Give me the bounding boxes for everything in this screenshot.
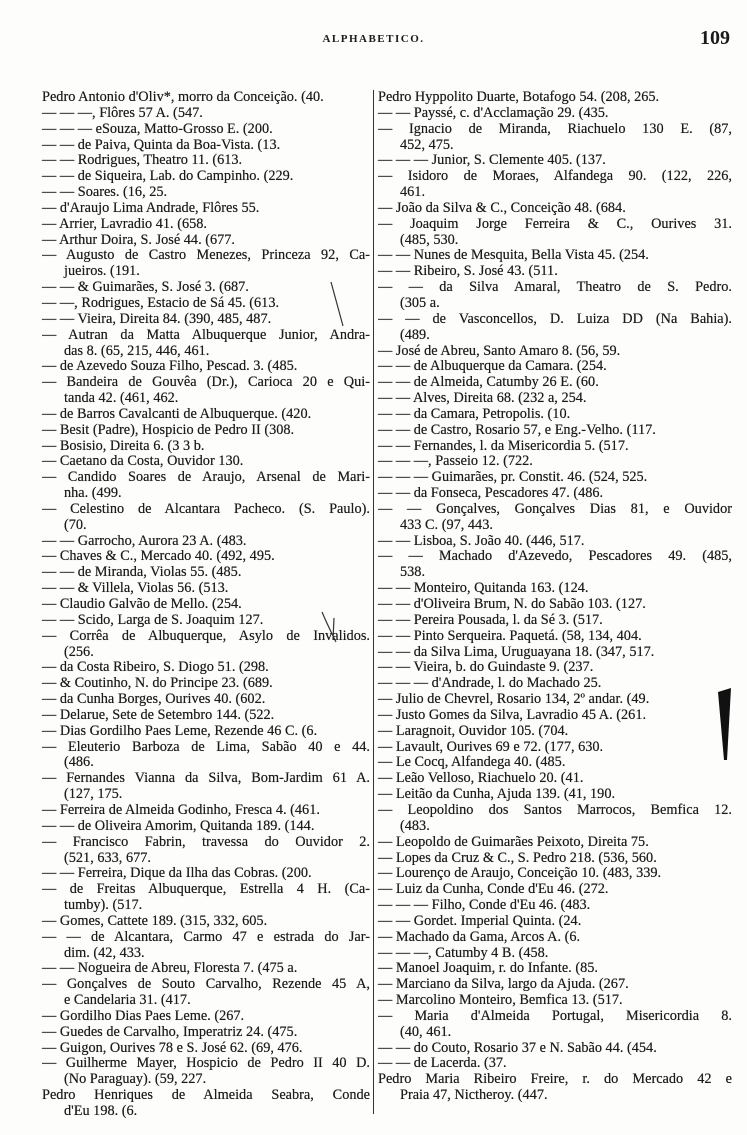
entry-continuation-line: 538. [400, 564, 426, 581]
entry-continuation-line: das 8. (65, 215, 446, 461. [64, 342, 210, 359]
directory-entry [42, 375, 370, 407]
entry-line: — Bosisio, Direita 6. (3 3 b. [42, 437, 205, 454]
entry-line: — Lopes da Cruz & C., S. Pedro 218. (536, 560. [378, 849, 657, 866]
directory-entry [42, 692, 370, 708]
entry-line: — Guilherme Mayer, Hospicio de Pedro II 40 D. [42, 1056, 370, 1072]
directory-entry [378, 502, 732, 534]
entry-line: — Laragnoit, Ouvidor 105. (704. [378, 722, 569, 739]
entry-line: — d'Araujo Lima Andrade, Flôres 55. [42, 199, 260, 216]
entry-line: — Leitão da Cunha, Ajuda 139. (41, 190. [378, 786, 616, 803]
entry-line: — — Pinto Serqueira. Paquetá. (58, 134, 404. [378, 627, 642, 644]
directory-entry [42, 629, 370, 661]
entry-line: — — de Albuquerque da Camara. (254. [378, 358, 607, 375]
entry-line: — Guigon, Ourives 78 e S. José 62. (69, 476. [42, 1039, 303, 1056]
entry-line: — da Cunha Borges, Ourives 40. (602. [42, 691, 266, 708]
directory-entry [42, 914, 370, 930]
directory-entry [42, 296, 370, 312]
entry-line: — Gomes, Cattete 189. (315, 332, 605. [42, 912, 268, 929]
directory-entry [42, 676, 370, 692]
directory-entry [42, 660, 370, 676]
directory-entry [378, 835, 732, 851]
directory-entry [42, 280, 370, 296]
entry-continuation-line: tanda 42. (461, 462. [64, 390, 179, 407]
directory-entry [42, 740, 370, 772]
entry-line: — — Lisboa, S. João 40. (446, 517. [378, 532, 585, 549]
directory-entry [378, 344, 732, 360]
directory-entry [378, 1009, 732, 1041]
entry-line: — Arthur Doira, S. José 44. (677. [42, 231, 235, 248]
entry-line: — Guedes de Carvalho, Imperatriz 24. (475. [42, 1023, 298, 1040]
directory-entry [378, 90, 732, 106]
entry-continuation-line: (256. [64, 643, 94, 660]
entry-line: — — de Almeida, Catumby 26 E. (60. [378, 374, 599, 391]
entry-line: — Manoel Joaquim, r. do Infante. (85. [378, 960, 598, 977]
entry-line: — — —, Flôres 57 A. (547. [42, 104, 203, 121]
directory-entry [378, 534, 732, 550]
directory-entry [378, 106, 732, 122]
entry-line: — — Gordet. Imperial Quinta. (24. [378, 912, 582, 929]
entry-line: — — de Castro, Rosario 57, e Eng.-Velho. (117. [378, 421, 656, 438]
entry-line: — de Azevedo Souza Filho, Pescad. 3. (485. [42, 358, 298, 375]
entry-line: — — de Miranda, Violas 55. (485. [42, 564, 242, 581]
directory-entry [378, 201, 732, 217]
directory-entry [378, 946, 732, 962]
directory-entry [42, 217, 370, 233]
entry-line: — — d'Oliveira Brum, N. do Sabão 103. (127. [378, 596, 646, 612]
entry-line: — — Garrocho, Aurora 23 A. (483. [42, 532, 247, 549]
entry-line: — — & Guimarães, S. José 3. (687. [42, 279, 249, 296]
entry-line: — — Fernandes, l. da Misericordia 5. (517. [378, 437, 629, 454]
directory-entry [378, 439, 732, 455]
entry-line: — Chaves & C., Mercado 40. (492, 495. [42, 548, 275, 565]
entry-line: — Marcolino Monteiro, Bemfica 13. (517. [378, 992, 623, 1009]
entry-continuation-line: (486. [64, 754, 94, 771]
entry-line: Pedro Henriques de Almeida Seabra, Conde [42, 1088, 370, 1104]
directory-entry [378, 375, 732, 391]
directory-entry [378, 153, 732, 169]
entry-continuation-line: 452, 475. [400, 136, 454, 153]
left-column [42, 90, 370, 1120]
entry-line: Pedro Hyppolito Duarte, Botafogo 54. (208, 265. [378, 89, 660, 105]
entry-line: — Le Cocq, Alfandega 40. (485. [378, 754, 566, 771]
entry-line: — — da Silva Lima, Uruguayana 18. (347, 517. [378, 643, 655, 660]
entry-line: — Machado da Gama, Arcos A. (6. [378, 928, 581, 945]
directory-entry [378, 851, 732, 867]
entry-continuation-line: e Candelaria 31. (417. [64, 992, 191, 1009]
entry-line: — Leopoldino dos Santos Marrocos, Bemfica 12. [378, 802, 732, 818]
directory-entry [42, 708, 370, 724]
directory-entry [378, 866, 732, 882]
entry-line: — Eleuterio Barboza de Lima, Sabão 40 e 44. [42, 739, 370, 755]
directory-entry [42, 724, 370, 740]
entry-line: — Dias Gordilho Paes Leme, Rezende 46 C. (6. [42, 722, 318, 739]
entry-line: — — de Oliveira Amorim, Quitanda 189. (144. [42, 817, 315, 834]
directory-entry [378, 597, 732, 613]
entry-continuation-line: (521, 633, 677. [64, 849, 151, 866]
entry-line: — — —, Catumby 4 B. (458. [378, 944, 549, 961]
directory-entry [42, 90, 370, 106]
entry-line: — — Ribeiro, S. José 43. (511. [378, 263, 558, 280]
entry-continuation-line: 461. [400, 184, 426, 201]
directory-entry [42, 977, 370, 1009]
entry-continuation-line: (305 a. [400, 294, 440, 311]
entry-line: — Leão Velloso, Riachuelo 20. (41. [378, 770, 584, 787]
entry-line: — Lavault, Ourives 69 e 72. (177, 630. [378, 738, 604, 755]
entry-line: — —, Rodrigues, Estacio de Sá 45. (613. [42, 294, 280, 311]
directory-entry [42, 470, 370, 502]
entry-line: — de Freitas Albuquerque, Estrella 4 H. (Ca- [42, 882, 370, 898]
entry-line: — Ferreira de Almeida Godinho, Fresca 4. (461. [42, 801, 320, 818]
directory-entry [42, 1088, 370, 1120]
directory-entry [378, 676, 732, 692]
directory-entry [378, 549, 732, 581]
directory-entry [378, 391, 732, 407]
entry-continuation-line: 433 C. (97, 443. [400, 516, 493, 533]
directory-entry [42, 1025, 370, 1041]
entry-line: — — Payssé, c. d'Acclamação 29. (435. [378, 104, 609, 121]
directory-entry [42, 454, 370, 470]
directory-entry [42, 866, 370, 882]
entry-line: — Augusto de Castro Menezes, Princeza 92, Ca- [42, 248, 370, 264]
directory-entry [42, 803, 370, 819]
entry-line: — Candido Soares de Araujo, Arsenal de Mari- [42, 470, 370, 486]
directory-entry [42, 1009, 370, 1025]
directory-entry [42, 882, 370, 914]
entry-line: — — de Vasconcellos, D. Luiza DD (Na Bahia). [378, 311, 732, 327]
directory-entry [378, 930, 732, 946]
directory-entry [42, 407, 370, 423]
directory-entry [378, 1056, 732, 1072]
directory-entry [378, 454, 732, 470]
entry-line: — — Rodrigues, Theatro 11. (613. [42, 152, 243, 169]
entry-line: — Arrier, Lavradio 41. (658. [42, 215, 207, 232]
entry-line: — Besit (Padre), Hospicio de Pedro II (308. [42, 421, 295, 438]
directory-entry [378, 692, 732, 708]
entry-line: — José de Abreu, Santo Amaro 8. (56, 59. [378, 342, 621, 359]
entry-line: Pedro Antonio d'Oliv*, morro da Conceição. (40. [42, 89, 324, 105]
directory-entry [378, 771, 732, 787]
entry-line: — & Coutinho, N. do Principe 23. (689. [42, 675, 273, 692]
header-title: ALPHABETICO. [322, 33, 425, 45]
directory-entry [42, 248, 370, 280]
entry-line: — Lourenço de Araujo, Conceição 10. (483, 339. [378, 865, 662, 882]
directory-entry [378, 217, 732, 249]
entry-line: — — — eSouza, Matto-Grosso E. (200. [42, 120, 273, 137]
directory-entry [42, 106, 370, 122]
entry-line: — Maria d'Almeida Portugal, Misericordia 8. [378, 1008, 732, 1024]
entry-line: — Bandeira de Gouvêa (Dr.), Carioca 20 e Qui- [42, 375, 370, 391]
entry-line: — Luiz da Cunha, Conde d'Eu 46. (272. [378, 881, 609, 898]
directory-entry [42, 359, 370, 375]
directory-entry [378, 280, 732, 312]
entry-continuation-line: (40, 461. [400, 1023, 452, 1040]
entry-line: — — Scido, Larga de S. Joaquim 127. [42, 611, 264, 628]
entry-line: — — Nogueira de Abreu, Floresta 7. (475 a. [42, 960, 298, 977]
entry-line: — — Nunes de Mesquita, Bella Vista 45. (254. [378, 247, 649, 264]
directory-entry [42, 138, 370, 154]
entry-line: — — de Paiva, Quinta da Boa-Vista. (13. [42, 136, 281, 153]
entry-line: — Francisco Fabrin, travessa do Ouvidor 2. [42, 834, 370, 850]
entry-continuation-line: nha. (499. [64, 485, 122, 502]
directory-entry [42, 328, 370, 360]
directory-entry [378, 724, 732, 740]
directory-entry [378, 740, 732, 756]
directory-entry [42, 233, 370, 249]
entry-continuation-line: dim. (42, 433. [64, 944, 145, 961]
entry-line: — — — Filho, Conde d'Eu 46. (483. [378, 897, 591, 914]
entry-line: — — de Siqueira, Lab. do Campinho. (229. [42, 168, 294, 185]
entry-line: — — de Lacerda. (37. [378, 1055, 507, 1072]
entry-line: — Justo Gomes da Silva, Lavradio 45 A. (261. [378, 706, 647, 723]
entry-line: — Ignacio de Miranda, Riachuelo 130 E. (87, [378, 121, 732, 137]
directory-entry [42, 835, 370, 867]
directory-entry [42, 312, 370, 328]
entry-line: — — & Villela, Violas 56. (513. [42, 580, 229, 597]
directory-entry [42, 549, 370, 565]
directory-entry [42, 439, 370, 455]
entry-line: — de Barros Cavalcanti de Albuquerque. (420. [42, 405, 312, 422]
entry-continuation-line: tumby). (517. [64, 897, 143, 914]
directory-entry [378, 977, 732, 993]
directory-entry [378, 660, 732, 676]
entry-line: — Corrêa de Albuquerque, Asylo de Invalidos. [42, 628, 370, 644]
directory-entry [378, 787, 732, 803]
directory-entry [378, 961, 732, 977]
directory-entry [378, 359, 732, 375]
entry-continuation-line: (70. [64, 516, 87, 533]
directory-entry [42, 819, 370, 835]
directory-entry [42, 153, 370, 169]
entry-line: — — Vieira, Direita 84. (390, 485, 487. [42, 310, 272, 327]
directory-entry [378, 264, 732, 280]
entry-continuation-line: d'Eu 198. (6. [64, 1103, 138, 1119]
directory-entry [378, 898, 732, 914]
entry-line: — Marciano da Silva, largo da Ajuda. (267. [378, 976, 629, 993]
directory-entry [378, 613, 732, 629]
directory-entry [42, 122, 370, 138]
directory-entry [42, 185, 370, 201]
entry-continuation-line: (483. [400, 817, 430, 834]
entry-line: — Isidoro de Moraes, Alfandega 90. (122, 226, [378, 169, 732, 185]
entry-continuation-line: (No Paraguay). (59, 227. [64, 1071, 207, 1088]
directory-entry [42, 1041, 370, 1057]
directory-entry [42, 423, 370, 439]
directory-entry [378, 645, 732, 661]
directory-entry [378, 882, 732, 898]
entry-line: — Leopoldo de Guimarães Peixoto, Direita 75. [378, 833, 649, 850]
entry-line: — Autran da Matta Albuquerque Junior, Andra- [42, 327, 370, 343]
entry-line: — Delarue, Sete de Setembro 144. (522. [42, 706, 275, 723]
entry-line: — da Costa Ribeiro, S. Diogo 51. (298. [42, 659, 269, 676]
entry-line: — Gonçalves de Souto Carvalho, Rezende 45 A, [42, 977, 370, 993]
entry-continuation-line: jueiros. (191. [64, 263, 140, 280]
entry-line: — — Monteiro, Quitanda 163. (124. [378, 580, 589, 597]
directory-entry [378, 708, 732, 724]
directory-entry [378, 407, 732, 423]
entry-line: — Gordilho Dias Paes Leme. (267. [42, 1007, 245, 1024]
column-divider [373, 90, 374, 1114]
entry-line: — Fernandes Vianna da Silva, Bom-Jardim 61 A. [42, 771, 370, 787]
directory-entry [378, 486, 732, 502]
directory-entry [378, 1072, 732, 1104]
directory-entry [42, 771, 370, 803]
entry-continuation-line: (489. [400, 326, 430, 343]
directory-entry [42, 169, 370, 185]
entry-line: — — Soares. (16, 25. [42, 184, 168, 201]
entry-line: — Caetano da Costa, Ouvidor 130. [42, 453, 244, 470]
entry-line: — Joaquim Jorge Ferreira & C., Ourives 31. [378, 216, 732, 232]
directory-entry [378, 755, 732, 771]
directory-entry [378, 914, 732, 930]
directory-entry [42, 502, 370, 534]
directory-entry [42, 565, 370, 581]
directory-entry [42, 1056, 370, 1088]
directory-entry [378, 248, 732, 264]
entry-line: — — — Junior, S. Clemente 405. (137. [378, 152, 606, 169]
directory-entry [378, 803, 732, 835]
directory-entry [378, 629, 732, 645]
directory-entry [42, 613, 370, 629]
directory-entry [378, 581, 732, 597]
directory-entry [378, 423, 732, 439]
entry-line: — — Pereira Pousada, l. da Sé 3. (517. [378, 611, 603, 628]
directory-entry [378, 1041, 732, 1057]
entry-continuation-line: Praia 47, Nictheroy. (447. [400, 1087, 548, 1104]
directory-entry [42, 201, 370, 217]
directory-entry [378, 122, 732, 154]
entry-line: — Julio de Chevrel, Rosario 134, 2º andar. (49. [378, 691, 650, 708]
entry-line: — — Vieira, b. do Guindaste 9. (237. [378, 659, 594, 676]
entry-line: — — Gonçalves, Gonçalves Dias 81, e Ouvidor [378, 501, 732, 517]
entry-line: — — — d'Andrade, l. do Machado 25. [378, 675, 602, 692]
entry-line: — — Ferreira, Dique da Ilha das Cobras. (200. [42, 865, 312, 882]
entry-line: — — da Camara, Petropolis. (10. [378, 405, 571, 422]
directory-entry [378, 993, 732, 1009]
directory-entry [42, 597, 370, 613]
directory-entry [378, 312, 732, 344]
entry-line: — — —, Passeio 12. (722. [378, 453, 533, 470]
entry-line: Pedro Maria Ribeiro Freire, r. do Mercado 42 e [378, 1072, 732, 1088]
entry-continuation-line: (127, 175. [64, 786, 123, 803]
directory-entry [42, 581, 370, 597]
entry-line: — Claudio Galvão de Mello. (254. [42, 596, 242, 612]
directory-entry [378, 169, 732, 201]
entry-line: — João da Silva & C., Conceição 48. (684. [378, 199, 626, 216]
directory-entry [378, 470, 732, 486]
directory-entry [42, 961, 370, 977]
entry-line: — — da Silva Amaral, Theatro de S. Pedro. [378, 280, 732, 296]
entry-continuation-line: (485, 530. [400, 231, 459, 248]
entry-line: — — da Fonseca, Pescadores 47. (486. [378, 485, 604, 502]
entry-line: — — — Guimarães, pr. Constit. 46. (524, 525. [378, 469, 648, 486]
entry-line: — Celestino de Alcantara Pacheco. (S. Paulo). [42, 501, 370, 517]
entry-line: — — de Alcantara, Carmo 47 e estrada do Jar- [42, 929, 370, 945]
directory-entry [42, 534, 370, 550]
entry-line: — — Alves, Direita 68. (232 a, 254. [378, 390, 587, 407]
directory-entry [42, 930, 370, 962]
entry-line: — — Machado d'Azevedo, Pescadores 49. (485, [378, 549, 732, 565]
entry-line: — — do Couto, Rosario 37 e N. Sabão 44. (454. [378, 1039, 657, 1056]
page-number: 109 [700, 27, 730, 49]
right-column [378, 90, 732, 1104]
